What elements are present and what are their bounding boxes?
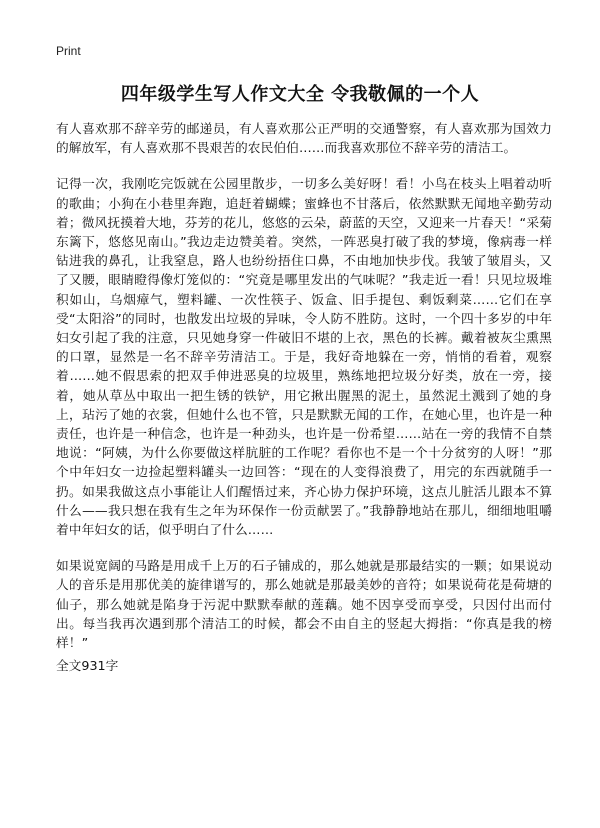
article-title: 四年级学生写人作文大全 令我敬佩的一个人 [120,84,480,105]
print-link[interactable]: Print [56,44,81,58]
paragraph-intro: 有人喜欢那不辞辛劳的邮递员，有人喜欢那公正严明的交通警察，有人喜欢那为国效力的解放军，有人喜欢那不畏艰苦的农民伯伯……而我喜欢那位不辞辛劳的清洁工。 [56,121,552,156]
word-count: 全文931字 [56,658,119,673]
paragraph-story: 记得一次，我刚吃完饭就在公园里散步，一切多么美好呀！看！小鸟在枝头上唱着动听的歌曲；小狗在小巷里奔跑，追赶着蝴蝶；蜜蜂也不甘落后，依然默默无闻地辛勤劳动着；微风抚摸着大地，芬芳的花儿，悠悠的云朵，蔚蓝的天空，又迎来一片春天！“采菊东篱下，悠悠见南山。”我边走边赞美着。突然，一阵恶臭打破了我的梦境，像病毒一样钻进我的鼻孔，让我窒息，路人也纷纷捂住口鼻，不由地加快步伐。我皱了皱眉头，又了又腰，眼睛瞪得像灯笼似的：“究竟是哪里发出的气味呢？”我走近一看！只见垃圾堆积如山，乌烟瘴气，塑料罐、一次性筷子、饭盒、旧手提包、剩饭剩菜……它们在享受“太阳浴”的同时，也散发出垃圾的异味，令人防不胜防。这时，一个四十多岁的中年妇女引起了我的注意，只见她身穿一件破旧不堪的上衣，黑色的长裤。戴着被灰尘熏黑的口罩，显然是一名不辞辛劳清洁工。于是，我好奇地躲在一旁，悄悄的看着，观察着……她不假思索的把双手伸进恶臭的垃圾里，熟练地把垃圾分好类，放在一旁，接着，她从草丛中取出一把生锈的铁铲，用它揪出腥黑的泥土，虽然泥土溅到了她的身上，玷污了她的衣裳，但她什么也不管，只是默默无闻的工作，在她心里，也许是一种责任，也许是一种信念，也许是一种劲头，也许是一份希望……站在一旁的我情不自禁地说：“阿姨，为什么你要做这样肮脏的工作呢？看你也不是一个十分贫穷的人呀！”那个中年妇女一边捡起塑料罐头一边回答：“现在的人变得浪费了，用完的东西就随手一扔。如果我做这点小事能让人们醒悟过来，齐心协力保护环境，这点儿脏活儿跟本不算什么——我只想在我有生之年为环保作一份贡献罢了。”我静静地站在那儿，细细地咀嚼着中年妇女的话，似乎明白了什么…… [56,176,552,538]
article-body [56,119,552,669]
paragraph-conclusion: 如果说宽阔的马路是用成千上万的石子铺成的，那么她就是那最结实的一颗；如果说动人的音乐是用那优美的旋律谱写的，那么她就是那最美妙的音符；如果说荷花是荷塘的仙子，那么她就是陷身于污泥中默默奉献的莲藕。她不因享受而享受，只因付出而付出。每当我再次遇到那个清洁工的时候，都会不由自主的竖起大拇指：“你真是我的榜样！” [56,558,552,651]
